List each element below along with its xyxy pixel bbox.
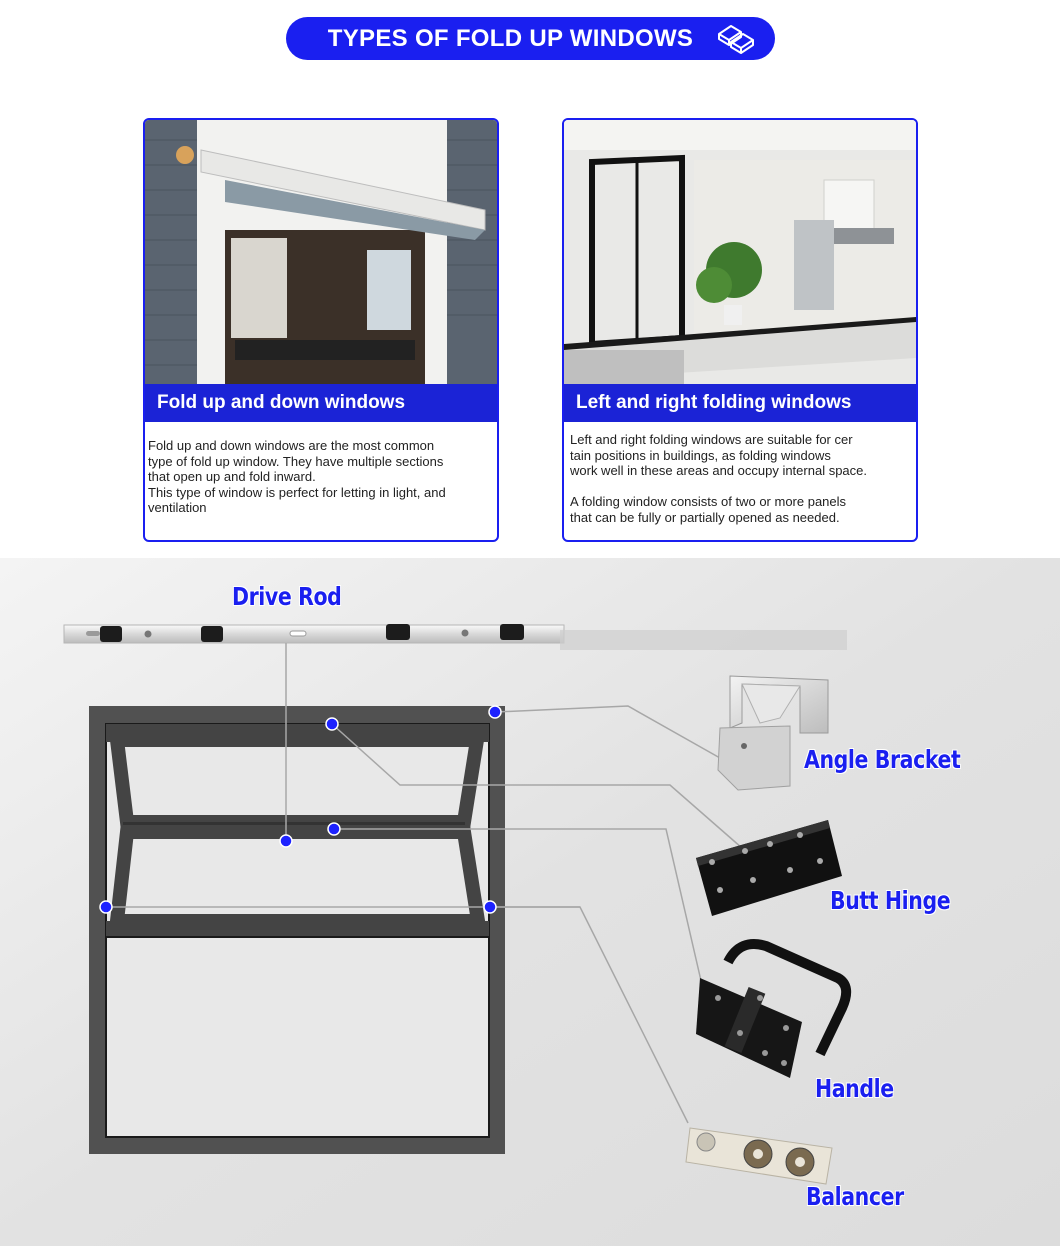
window-frame-illustration bbox=[89, 706, 505, 1154]
section-title-banner bbox=[286, 17, 775, 60]
hardware-diagram bbox=[0, 558, 1060, 1246]
section-title: TYPES OF FOLD UP WINDOWS bbox=[327, 24, 694, 52]
folding-window-kitchen-photo bbox=[564, 120, 916, 422]
label-butt-hinge: Butt Hinge bbox=[830, 886, 951, 915]
label-drive-rod: Drive Rod bbox=[232, 582, 342, 611]
stacked-bars-icon bbox=[715, 22, 757, 56]
card-caption: Left and right folding windows bbox=[564, 384, 916, 422]
card-fold-up-down bbox=[143, 118, 499, 542]
label-handle: Handle bbox=[815, 1074, 894, 1103]
fold-up-window-photo bbox=[145, 120, 497, 422]
card-description: Fold up and down windows are the most common type of fold up window. They have multiple sections that open up and fold inward. This type of window is perfect for letting in light, and ventilation bbox=[148, 438, 446, 515]
card-caption: Fold up and down windows bbox=[145, 384, 497, 422]
label-balancer: Balancer bbox=[806, 1182, 904, 1211]
card-description: Left and right folding windows are suitable for cer tain positions in buildings, as folding windows work well in these areas and occupy internal space. A folding window consists of two or more panels that can be fully or partially opened as needed. bbox=[570, 432, 867, 525]
label-angle-bracket: Angle Bracket bbox=[804, 745, 961, 774]
card-left-right-folding bbox=[562, 118, 918, 542]
